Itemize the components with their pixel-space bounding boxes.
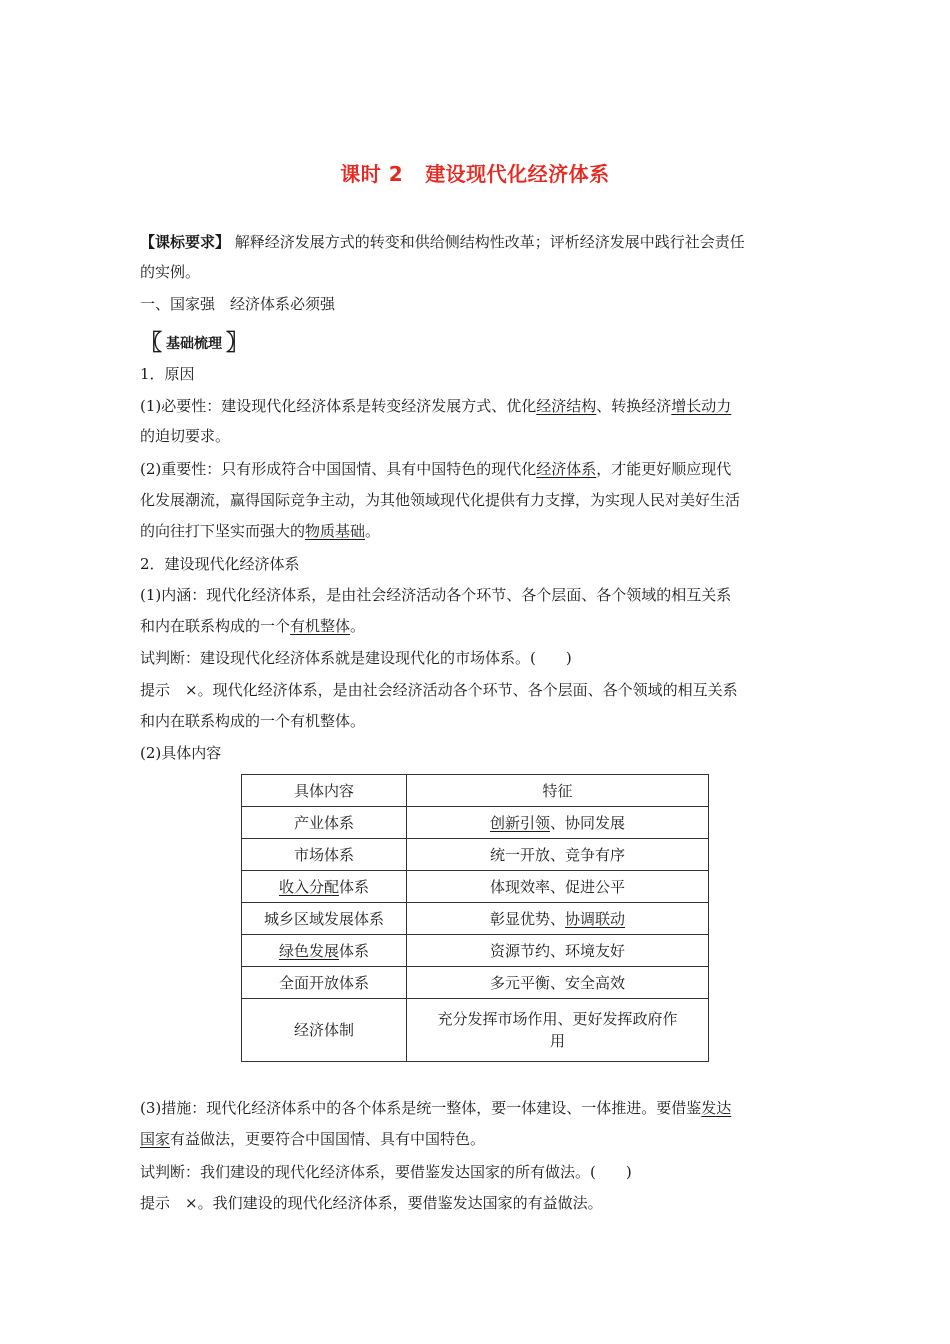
- table-cell: [407, 903, 709, 935]
- hint-2: 提示 ×。我们建设的现代化经济体系，要借鉴发达国家的有益做法。: [140, 1194, 603, 1212]
- item1-p1-line1: [140, 396, 820, 416]
- table-cell: 城乡区域发展体系: [242, 903, 407, 935]
- key-term: 有机整体: [290, 617, 351, 635]
- text: 、转换经济: [596, 397, 672, 415]
- text: 有益做法，更要符合中国国情、具有中国特色。: [170, 1130, 486, 1148]
- table-header: 具体内容: [242, 775, 407, 807]
- table-cell: 产业体系: [242, 807, 407, 839]
- item2-p1-line1: (1)内涵：现代化经济体系，是由社会经济活动各个环节、各个层面、各个领域的相互关系: [140, 586, 732, 604]
- key-term: 物质基础: [305, 522, 366, 540]
- text: 充分发挥市场作用、更好发挥政府作: [437, 1010, 678, 1028]
- judge-question-2: 试判断：我们建设的现代化经济体系，要借鉴发达国家的所有做法。( ): [140, 1163, 632, 1181]
- text: 。: [365, 522, 381, 540]
- requirement-line-2: 的实例。: [140, 263, 201, 281]
- hint-1-line2: 和内在联系构成的一个有机整体。: [140, 712, 366, 730]
- table-row: [242, 999, 709, 1062]
- text: 彰显优势、: [489, 909, 565, 928]
- table-cell: 统一开放、竞争有序: [407, 839, 709, 871]
- badge-close-bracket: 〗: [226, 331, 249, 356]
- table-cell: [407, 999, 709, 1062]
- text: 体系: [339, 941, 370, 960]
- table-cell: 多元平衡、安全高效: [407, 967, 709, 999]
- text: (3)措施：现代化经济体系中的各个体系是统一整体，要一体建设、一体推进。要借鉴: [140, 1099, 702, 1117]
- item2-p2: (2)具体内容: [140, 744, 222, 762]
- item1-p1-line2: 的迫切要求。: [140, 427, 231, 445]
- key-term: 协调联动: [565, 909, 626, 928]
- table-header-row: [242, 775, 709, 807]
- table-cell: [407, 807, 709, 839]
- key-term: 发达: [701, 1099, 732, 1117]
- item1-p2-line1: [140, 459, 820, 479]
- text: 体系: [339, 877, 370, 896]
- text: 的向往打下坚实而强大的: [140, 522, 306, 540]
- table-row: [242, 871, 709, 903]
- item2-heading: 2．建设现代化经济体系: [140, 555, 300, 573]
- section-heading: 一、国家强 经济体系必须强: [140, 295, 336, 313]
- item1-heading: 1．原因: [140, 365, 195, 383]
- table-cell: 全面开放体系: [242, 967, 407, 999]
- title-topic: 建设现代化经济体系: [425, 162, 610, 186]
- content-table: [241, 774, 709, 1062]
- item1-p2-line3: [140, 521, 820, 541]
- item3-line1: [140, 1098, 820, 1118]
- text: 。: [350, 617, 366, 635]
- key-term: 国家: [140, 1130, 171, 1148]
- key-term: 收入分配: [278, 877, 339, 896]
- requirement-label: 【课标要求】: [140, 233, 231, 251]
- table-cell: 经济体制: [242, 999, 407, 1062]
- item2-p1-line2: [140, 616, 820, 636]
- table-cell: 资源节约、环境友好: [407, 935, 709, 967]
- key-term: 经济体系: [536, 460, 597, 478]
- key-term: 绿色发展: [278, 941, 339, 960]
- requirement-text: 解释经济发展方式的转变和供给侧结构性改革；评析经济发展中践行社会责任: [234, 233, 745, 251]
- text: 、协同发展: [550, 813, 626, 832]
- item1-p2-line2: 化发展潮流，赢得国际竞争主动，为其他领域现代化提供有力支撑，为实现人民对美好生活: [140, 491, 741, 509]
- key-term: 经济结构: [536, 397, 597, 415]
- text: 和内在联系构成的一个: [140, 617, 291, 635]
- table-cell: 市场体系: [242, 839, 407, 871]
- table-row: [242, 903, 709, 935]
- text: (1)必要性：建设现代化经济体系是转变经济发展方式、优化: [140, 397, 537, 415]
- badge-label: 基础梳理: [166, 336, 223, 352]
- table-row: [242, 839, 709, 871]
- key-term: 创新引领: [489, 813, 550, 832]
- page-title: [0, 158, 950, 187]
- title-lesson: 课时 2: [340, 162, 404, 186]
- table-cell: [242, 871, 407, 903]
- key-term: 增长动力: [671, 397, 732, 415]
- basic-review-badge: [140, 326, 248, 357]
- text: (2)重要性：只有形成符合中国国情、具有中国特色的现代化: [140, 460, 537, 478]
- requirement-line-1: [140, 232, 820, 252]
- table-header: 特征: [407, 775, 709, 807]
- table-cell: [242, 935, 407, 967]
- table-cell: 体现效率、促进公平: [407, 871, 709, 903]
- text: 用: [549, 1032, 565, 1050]
- text: ，才能更好顺应现代: [596, 460, 732, 478]
- hint-1-line1: 提示 ×。现代化经济体系，是由社会经济活动各个环节、各个层面、各个领域的相互关系: [140, 681, 738, 699]
- table-row: [242, 967, 709, 999]
- judge-question-1: 试判断：建设现代化经济体系就是建设现代化的市场体系。( ): [140, 649, 572, 667]
- table-row: [242, 807, 709, 839]
- table-row: [242, 935, 709, 967]
- item3-line2: [140, 1129, 820, 1149]
- badge-open-bracket: 〖: [140, 331, 163, 356]
